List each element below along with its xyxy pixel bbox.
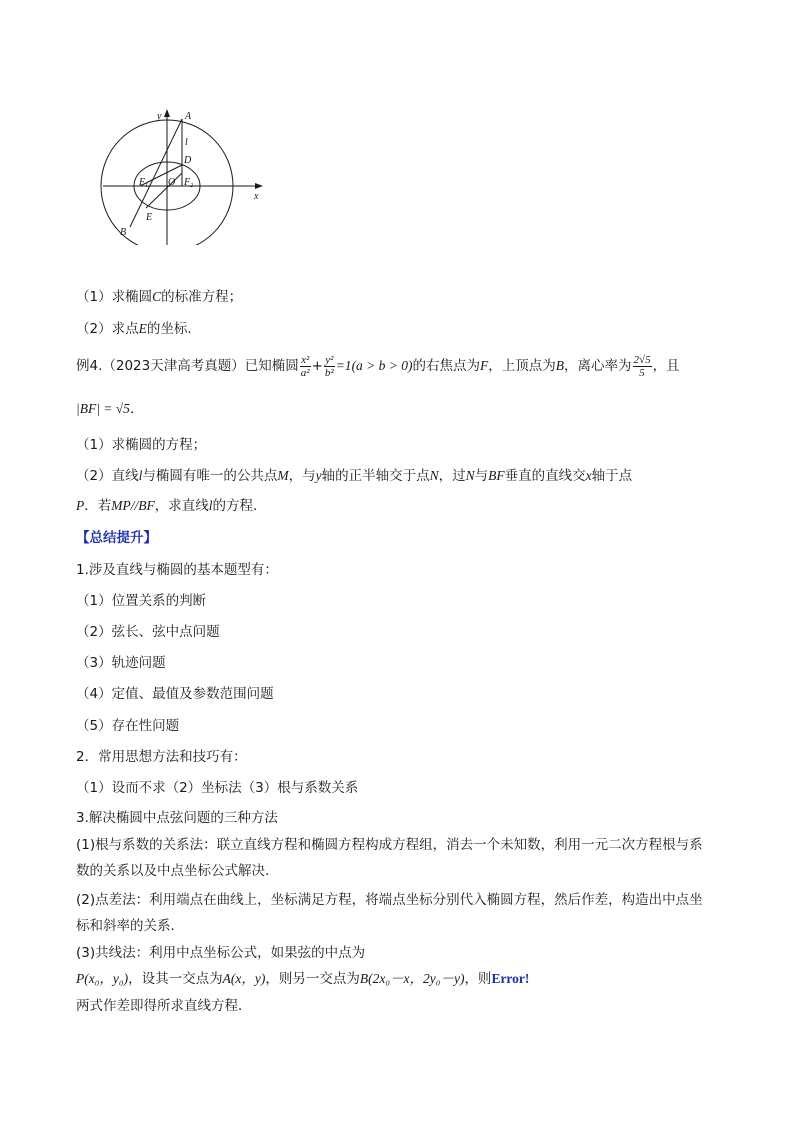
label-l: l <box>185 137 188 148</box>
frac-x2-a2: $\frac{\text{x²}}{\text{a²}}$ <box>300 353 310 379</box>
summary-point-2: 2．常用思想方法和技巧有： <box>76 749 247 765</box>
method-2-line-1: (2)点差法：利用端点在曲线上，坐标满足方程，将端点坐标分别代入椭圆方程，然后作差，构造出中点坐 <box>76 892 703 908</box>
summary-item: （4）定值、最值及参数范围问题 <box>76 686 274 702</box>
summary-item: （1）位置关系的判断 <box>76 593 207 609</box>
part1-question-1: （1）求椭圆C的标准方程； <box>76 289 243 305</box>
summary-point-1: 1.涉及直线与椭圆的基本题型有： <box>76 562 278 578</box>
summary-header: 【总结提升】 <box>76 530 157 546</box>
label-D: D <box>184 155 192 166</box>
summary-point-3: 3.解决椭圆中点弦问题的三种方法 <box>76 810 278 826</box>
label-F2: $F_2$ <box>184 177 194 189</box>
label-A: A <box>185 111 192 122</box>
example-4-question-2: （2）直线l与椭圆有唯一的公共点M，与y轴的正半轴交于点N，过N与BF垂直的直线交x轴于点 <box>76 468 633 484</box>
label-B: B <box>120 227 127 238</box>
method-2-line-2: 标和斜率的关系． <box>76 918 184 934</box>
summary-item: （5）存在性问题 <box>76 718 180 734</box>
summary-item: （2）弦长、弦中点问题 <box>76 624 220 640</box>
x-axis-arrow <box>255 183 263 189</box>
label-O: O <box>168 177 176 188</box>
example-4-question-1: （1）求椭圆的方程； <box>76 437 207 453</box>
y-axis-arrow <box>164 109 170 117</box>
label-F1: $F_1$ <box>139 177 149 189</box>
label-x: x <box>254 191 259 202</box>
summary-point-2-items: （1）设而不求（2）坐标法（3）根与系数关系 <box>76 780 359 796</box>
method-3-line-1: (3)共线法：利用中点坐标公式，如果弦的中点为 <box>76 945 366 961</box>
method-1-line-1: (1)根与系数的关系法：联立直线方程和椭圆方程构成方程组，消去一个未知数，利用一元二次方程根与系 <box>76 837 703 853</box>
label-E: E <box>146 212 153 223</box>
example-4-statement: 例4.（2023天津高考真题）已知椭圆 $\frac{\text{x²}}{\text{a²}}$ + $\frac{\text{y²}}{\text{b²}}$ =1(a > b > 0)的右焦点为F，上顶点为B，离心率为 $\frac{2√5}{5}$ ，且 <box>76 353 680 379</box>
ellipse-circle-diagram <box>100 105 270 245</box>
part1-question-2: （2）求点E的坐标． <box>76 321 201 337</box>
label-y: y <box>157 111 162 122</box>
example-4-question-2-cont: P．若MP//BF，求直线l的方程． <box>76 498 267 514</box>
error-text: Error! <box>491 971 530 986</box>
method-1-line-2: 数的关系以及中点坐标公式解决． <box>76 863 279 879</box>
bf-condition: |BF| = √5． <box>76 401 144 416</box>
method-3-line-2: P(x₀，y₀)，设其一交点为A(x，y)，则另一交点为B(2x₀－x，2y₀－y)，则Error! <box>76 971 530 987</box>
method-3-line-3: 两式作差即得所求直线方程． <box>76 998 252 1014</box>
frac-eccentricity: $\frac{2√5}{5}$ <box>633 353 651 379</box>
line-AB <box>130 119 182 227</box>
line-DE <box>146 173 182 208</box>
frac-y2-b2: $\frac{\text{y²}}{\text{b²}}$ <box>324 353 334 379</box>
summary-item: （3）轨迹问题 <box>76 655 166 671</box>
